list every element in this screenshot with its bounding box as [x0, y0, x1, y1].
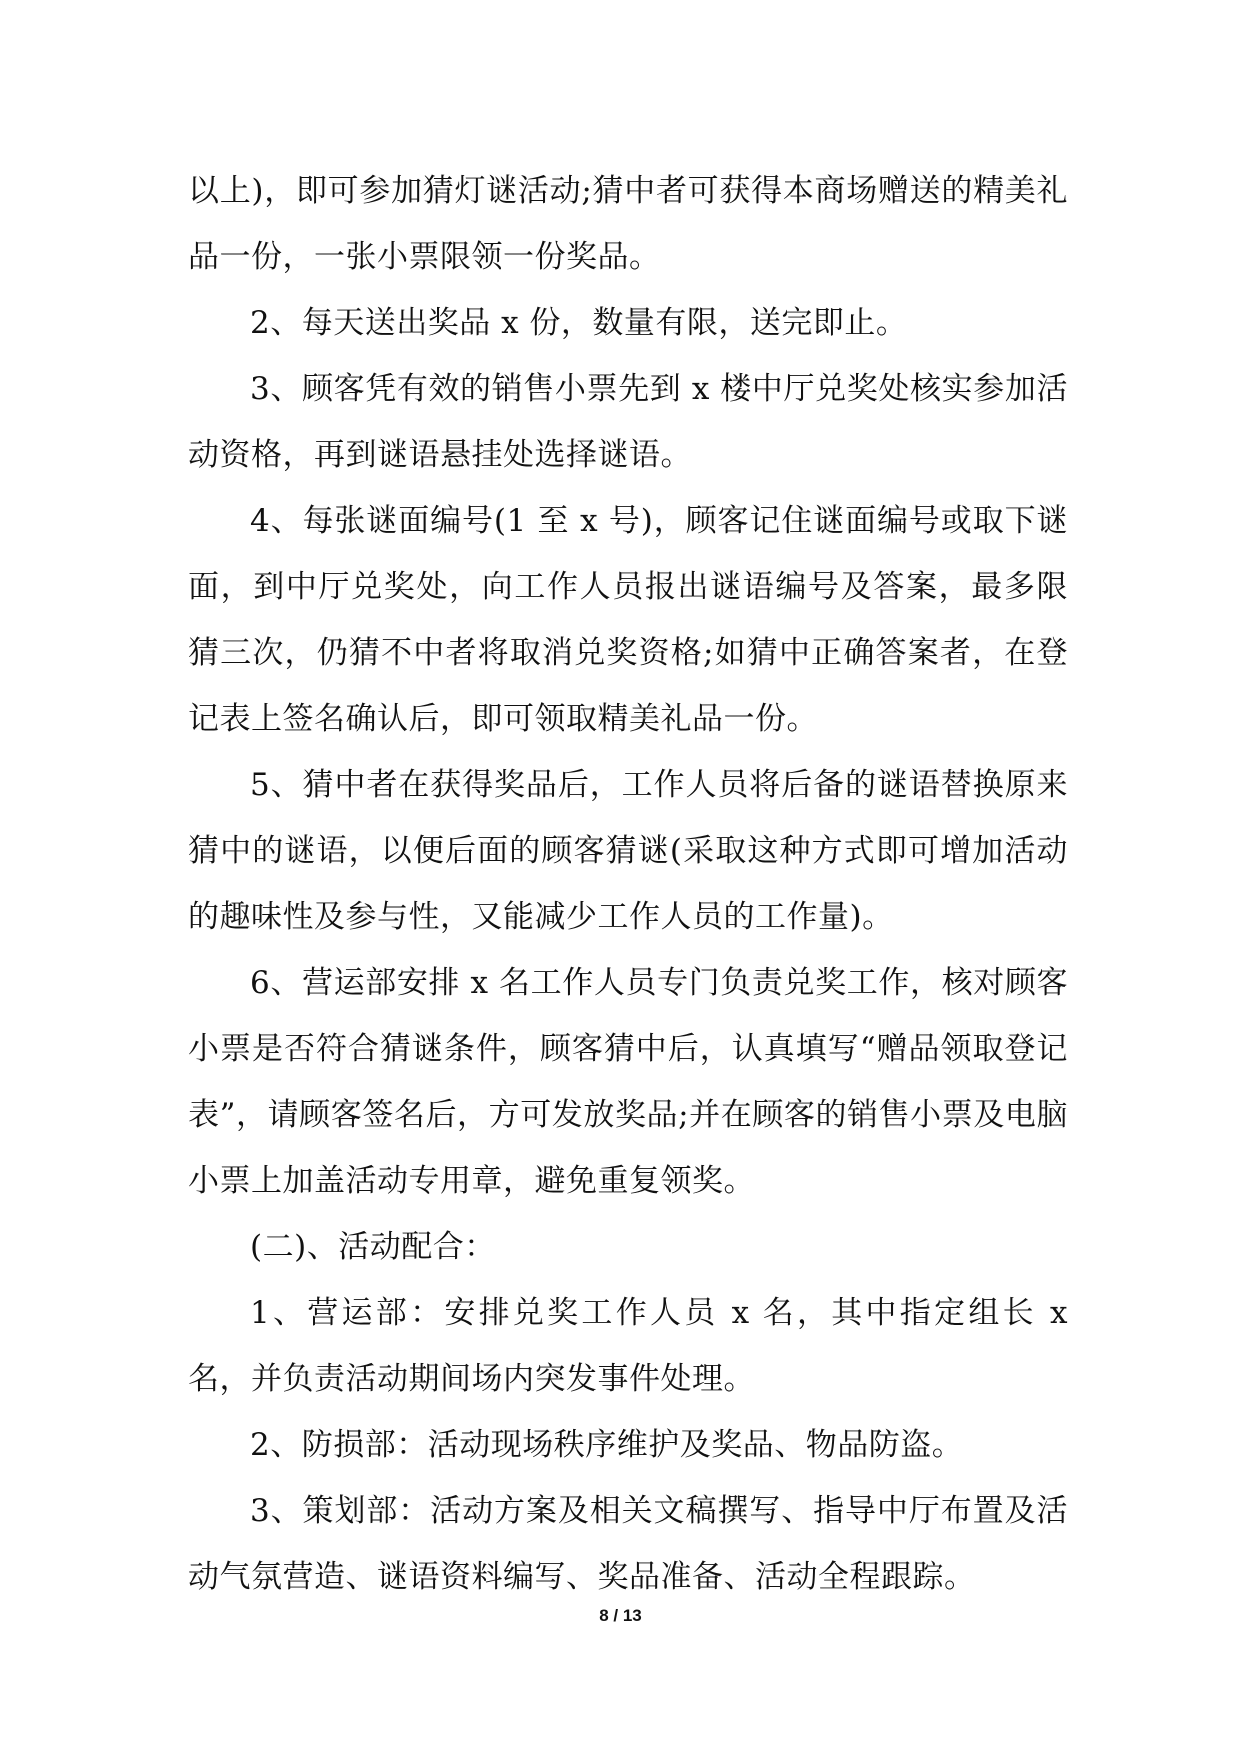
paragraph-item-5: 5、猜中者在获得奖品后，工作人员将后备的谜语替换原来猜中的谜语，以便后面的顾客猜谜(采取这种方式即可增加活动的趣味性及参与性，又能减少工作人员的工作量)。: [188, 767, 1068, 935]
section-heading-coordination: (二)、活动配合：: [250, 1229, 496, 1265]
paragraph-loss-prevention-dept: 2、防损部：活动现场秩序维护及奖品、物品防盗。: [250, 1427, 964, 1463]
page-number: 8 / 13: [599, 1606, 642, 1625]
paragraph-item-2: 2、每天送出奖品 x 份，数量有限，送完即止。: [250, 305, 908, 341]
paragraph-planning-dept: 3、策划部：活动方案及相关文稿撰写、指导中厅布置及活动气氛营造、谜语资料编写、奖品准备、活动全程跟踪。: [188, 1493, 1068, 1595]
paragraph-continuation: 以上)，即可参加猜灯谜活动;猜中者可获得本商场赠送的精美礼品一份，一张小票限领一份奖品。: [188, 173, 1068, 275]
paragraph-item-4: 4、每张谜面编号(1 至 x 号)，顾客记住谜面编号或取下谜面，到中厅兑奖处，向工作人员报出谜语编号及答案，最多限猜三次，仍猜不中者将取消兑奖资格;如猜中正确答案者，在登记表上签名确认后，即可领取精美礼品一份。: [188, 503, 1068, 737]
paragraph-item-6: 6、营运部安排 x 名工作人员专门负责兑奖工作，核对顾客小票是否符合猜谜条件，顾客猜中后，认真填写“赠品领取登记表”，请顾客签名后，方可发放奖品;并在顾客的销售小票及电脑小票上加盖活动专用章，避免重复领奖。: [188, 965, 1068, 1199]
paragraph-item-3: 3、顾客凭有效的销售小票先到 x 楼中厅兑奖处核实参加活动资格，再到谜语悬挂处选择谜语。: [188, 371, 1068, 473]
document-body: [188, 158, 1068, 1610]
paragraph-operations-dept: 1、营运部：安排兑奖工作人员 x 名，其中指定组长 x 名，并负责活动期间场内突发事件处理。: [188, 1295, 1068, 1397]
